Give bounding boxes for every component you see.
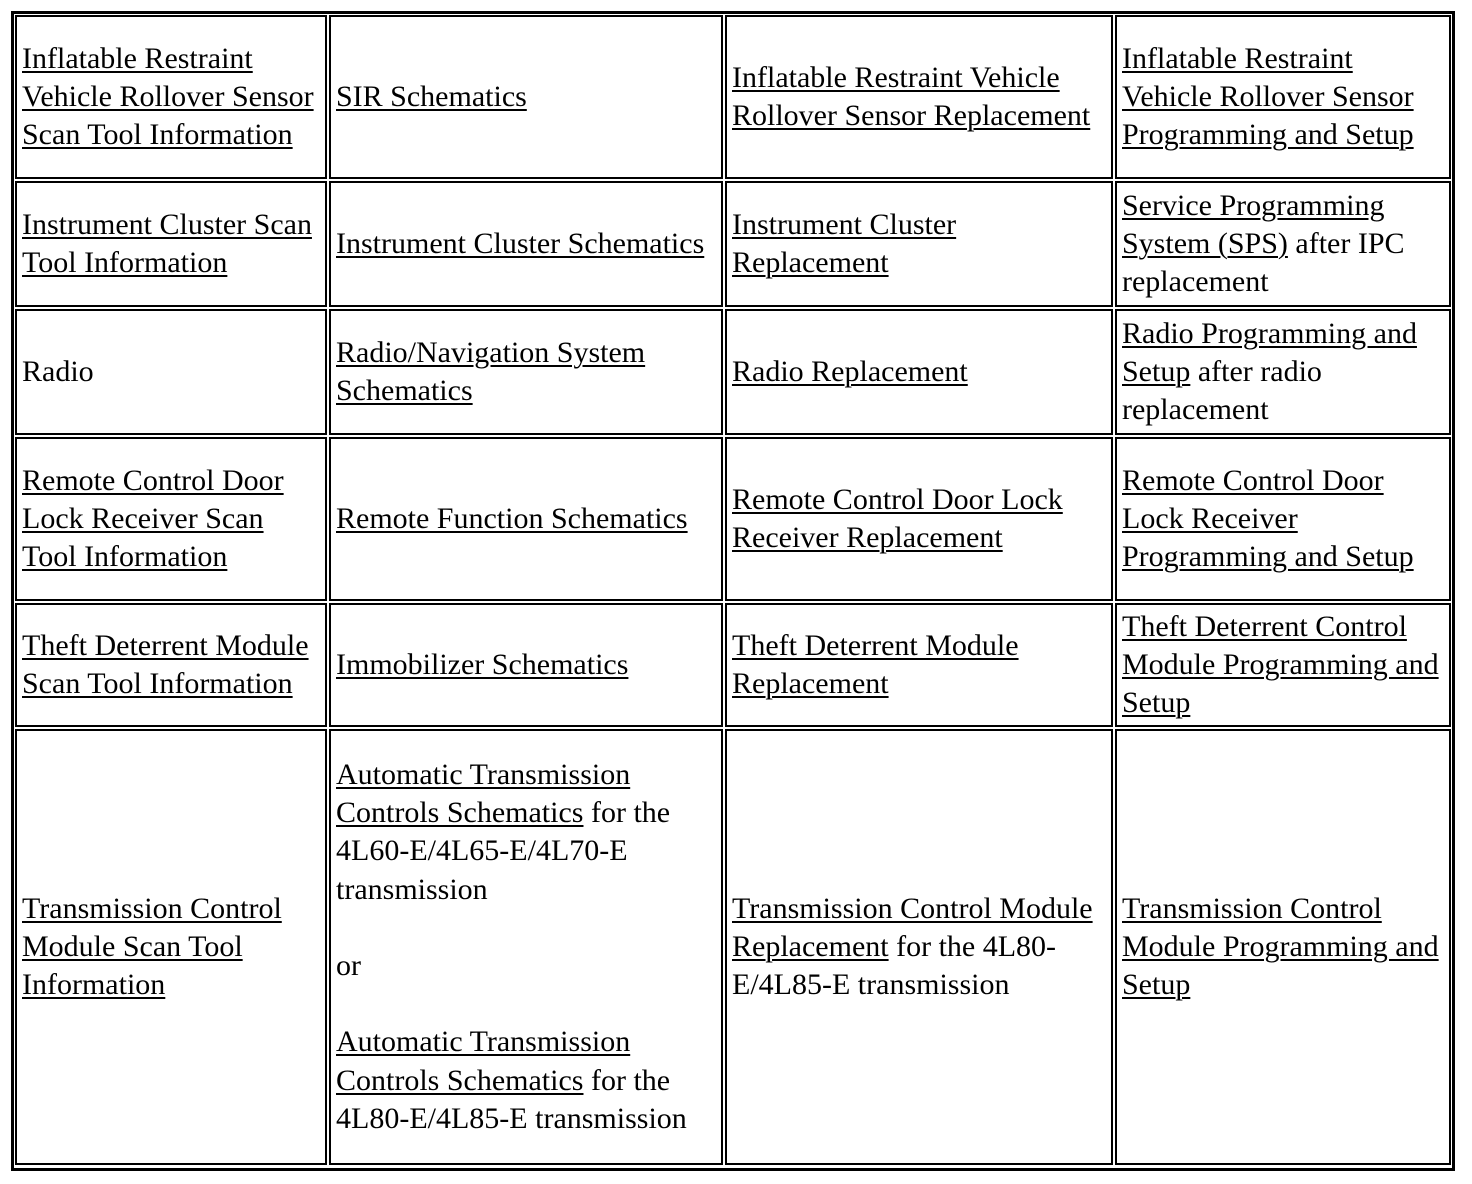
table-cell bbox=[329, 729, 723, 1165]
cell-text: or bbox=[336, 949, 361, 982]
cell-text: after radio replacement bbox=[1122, 354, 1322, 427]
remote-function-schematics-link[interactable]: Remote Function Schematics bbox=[336, 501, 688, 535]
radio-replacement-link[interactable]: Radio Replacement bbox=[732, 354, 968, 388]
rcdlr-scan-tool-link[interactable]: Remote Control Door Lock Receiver Scan Tool Information bbox=[22, 463, 284, 574]
table-cell bbox=[725, 15, 1113, 179]
table-cell bbox=[725, 309, 1113, 435]
table-cell bbox=[15, 181, 327, 307]
theft-deterrent-scan-tool-link[interactable]: Theft Deterrent Module Scan Tool Information bbox=[22, 628, 309, 700]
table-cell bbox=[329, 181, 723, 307]
rollover-sensor-scan-tool-link[interactable]: Inflatable Restraint Vehicle Rollover Sensor Scan Tool Information bbox=[22, 41, 314, 152]
radio-navigation-schematics-link[interactable]: Radio/Navigation System Schematics bbox=[336, 335, 646, 407]
table-cell bbox=[1115, 309, 1451, 435]
theft-deterrent-programming-link[interactable]: Theft Deterrent Control Module Programming and Setup bbox=[1122, 609, 1439, 720]
table-cell bbox=[15, 729, 327, 1165]
table-cell bbox=[1115, 603, 1451, 727]
rcdlr-programming-link[interactable]: Remote Control Door Lock Receiver Programming and Setup bbox=[1122, 463, 1414, 574]
table-cell bbox=[1115, 729, 1451, 1165]
automatic-transmission-schematics-link[interactable]: Automatic Transmission Controls Schematics bbox=[336, 1025, 631, 1097]
table-cell bbox=[15, 309, 327, 435]
instrument-cluster-schematics-link[interactable]: Instrument Cluster Schematics bbox=[336, 226, 705, 260]
radio-programming-link[interactable]: Radio Programming and Setup bbox=[1122, 316, 1417, 388]
table-cell bbox=[329, 309, 723, 435]
table-cell bbox=[725, 603, 1113, 727]
cell-text: for the 4L80-E/4L85-E transmission bbox=[336, 1063, 687, 1135]
radio-label: Radio bbox=[22, 354, 94, 388]
cell-text: after IPC replacement bbox=[1122, 226, 1405, 299]
automatic-transmission-schematics-link[interactable]: Automatic Transmission Controls Schematics bbox=[336, 757, 631, 830]
rollover-sensor-replacement-link[interactable]: Inflatable Restraint Vehicle Rollover Sensor Replacement bbox=[732, 60, 1091, 132]
tcm-replacement-link[interactable]: Transmission Control Module Replacement bbox=[732, 891, 1093, 963]
table-cell bbox=[329, 603, 723, 727]
rollover-sensor-programming-link[interactable]: Inflatable Restraint Vehicle Rollover Sensor Programming and Setup bbox=[1122, 41, 1414, 152]
theft-deterrent-replacement-link[interactable]: Theft Deterrent Module Replacement bbox=[732, 628, 1019, 700]
cell-text: for the 4L60-E/4L65-E/4L70-E transmission bbox=[336, 796, 671, 906]
immobilizer-schematics-link[interactable]: Immobilizer Schematics bbox=[336, 647, 629, 681]
table-cell bbox=[725, 181, 1113, 307]
tcm-scan-tool-link[interactable]: Transmission Control Module Scan Tool Information bbox=[22, 891, 282, 1002]
table-cell bbox=[1115, 181, 1451, 307]
instrument-cluster-scan-tool-link[interactable]: Instrument Cluster Scan Tool Information bbox=[22, 207, 312, 279]
table-cell bbox=[15, 603, 327, 727]
sir-schematics-link[interactable]: SIR Schematics bbox=[336, 79, 527, 113]
tcm-programming-link[interactable]: Transmission Control Module Programming and Setup bbox=[1122, 891, 1439, 1002]
instrument-cluster-replacement-link[interactable]: Instrument Cluster Replacement bbox=[732, 207, 957, 279]
table-cell bbox=[329, 437, 723, 601]
table-cell bbox=[1115, 15, 1451, 179]
cell-text: for the 4L80-E/4L85-E transmission bbox=[732, 929, 1057, 1002]
table-cell bbox=[15, 15, 327, 179]
rcdlr-replacement-link[interactable]: Remote Control Door Lock Receiver Replacement bbox=[732, 482, 1063, 554]
table-cell bbox=[725, 437, 1113, 601]
table-cell bbox=[725, 729, 1113, 1165]
table-cell bbox=[329, 15, 723, 179]
table-cell bbox=[1115, 437, 1451, 601]
table-cell bbox=[15, 437, 327, 601]
sps-link[interactable]: Service Programming System (SPS) bbox=[1122, 188, 1385, 260]
